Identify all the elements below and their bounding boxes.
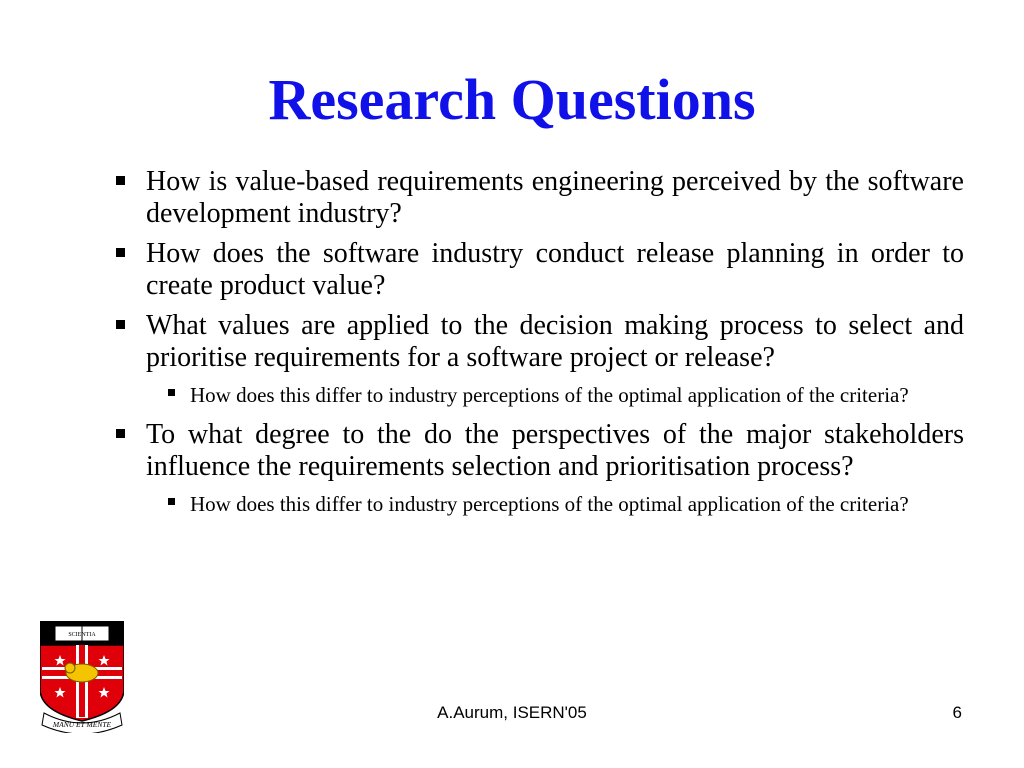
sub-bullet-item bbox=[168, 491, 964, 518]
sub-bullet-item bbox=[168, 382, 964, 409]
bullet-text: How does the software industry conduct release planning in order to create product value? bbox=[146, 238, 964, 301]
motto-text: MANU ET MENTE bbox=[52, 720, 112, 729]
page-number: 6 bbox=[952, 703, 962, 722]
bullet-item bbox=[116, 419, 964, 483]
bullet-item bbox=[116, 310, 964, 374]
bullet-text: How is value-based requirements engineering perceived by the software development industry? bbox=[146, 166, 964, 229]
book-text: SCIENTIA bbox=[68, 632, 96, 638]
sub-bullet-square-icon bbox=[168, 498, 175, 505]
bullet-square-icon bbox=[116, 176, 125, 185]
bullet-square-icon bbox=[116, 248, 125, 257]
bullet-item bbox=[116, 166, 964, 230]
sub-bullet-text: How does this differ to industry perceptions of the optimal application of the criteria? bbox=[190, 492, 909, 516]
bullet-item bbox=[116, 238, 964, 302]
bullet-text: What values are applied to the decision making process to select and prioritise requirements for a software project or release? bbox=[146, 310, 964, 373]
sub-bullet-square-icon bbox=[168, 389, 175, 396]
bullet-square-icon bbox=[116, 429, 125, 438]
bullet-list bbox=[116, 166, 964, 528]
bullet-text: To what degree to the do the perspectives of the major stakeholders influence the requirements selection and prioritisation process? bbox=[146, 419, 964, 482]
footer-author: A.Aurum, ISERN'05 bbox=[437, 703, 587, 722]
bullet-square-icon bbox=[116, 320, 125, 329]
sub-bullet-text: How does this differ to industry perceptions of the optimal application of the criteria? bbox=[190, 383, 909, 407]
slide-title: Research Questions bbox=[268, 67, 756, 132]
